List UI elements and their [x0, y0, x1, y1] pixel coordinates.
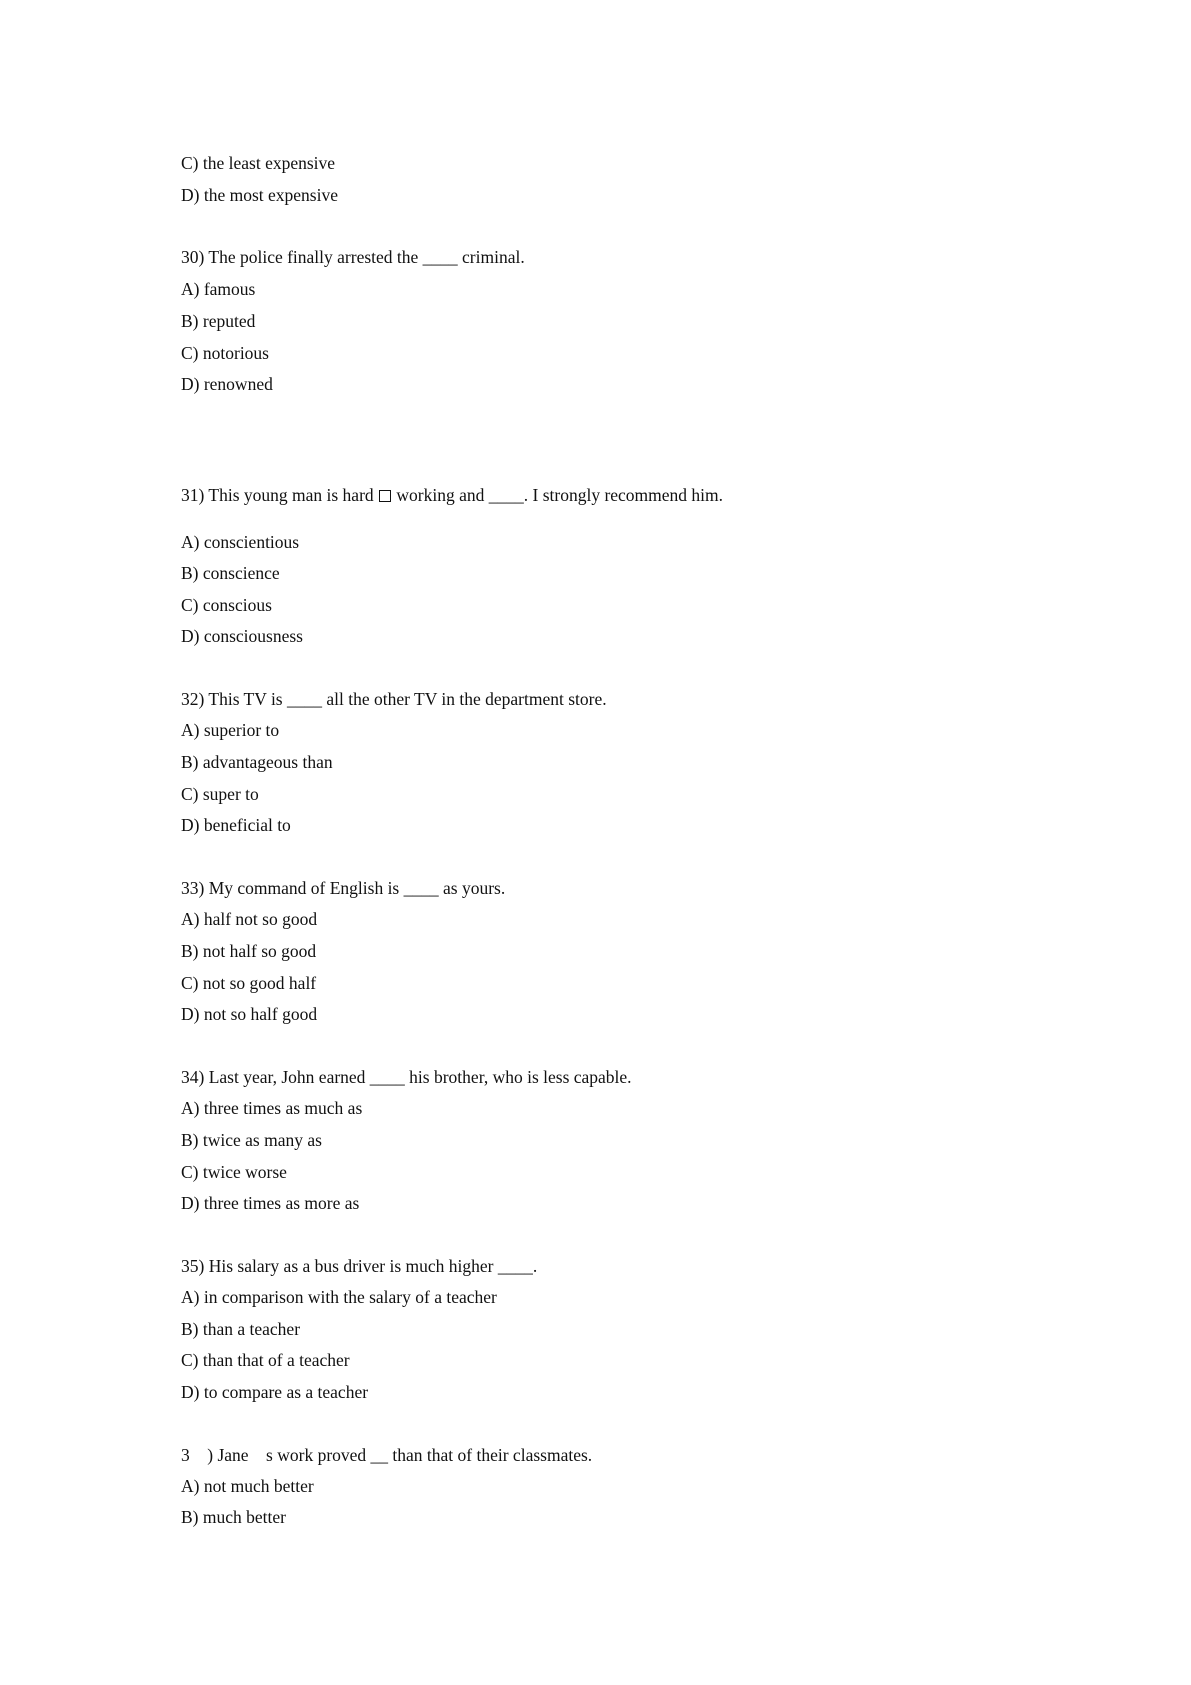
- question-36: 3 ) Jane s work proved __ than that of their classmates.: [181, 1445, 593, 1465]
- question-35: 35) His salary as a bus driver is much higher ____.: [181, 1256, 538, 1276]
- option-line: A) half not so good: [181, 909, 318, 929]
- option-line: C) the least expensive: [181, 153, 336, 173]
- option-line: B) advantageous than: [181, 752, 333, 772]
- option-line: B) reputed: [181, 311, 256, 331]
- question-30: 30) The police finally arrested the ____ criminal.: [181, 247, 525, 267]
- option-line: C) notorious: [181, 343, 269, 363]
- option-line: A) not much better: [181, 1476, 314, 1496]
- option-line: C) not so good half: [181, 973, 317, 993]
- option-line: B) twice as many as: [181, 1130, 322, 1150]
- option-line: A) famous: [181, 279, 256, 299]
- option-line: D) renowned: [181, 374, 273, 394]
- option-line: B) much better: [181, 1507, 286, 1527]
- question-34: 34) Last year, John earned ____ his brother, who is less capable.: [181, 1067, 632, 1087]
- question-31: [181, 484, 723, 506]
- option-line: C) conscious: [181, 595, 272, 615]
- option-line: D) not so half good: [181, 1004, 318, 1024]
- option-line: B) than a teacher: [181, 1319, 301, 1339]
- option-line: D) the most expensive: [181, 185, 338, 205]
- question-31-text-start: 31) This young man is hard: [181, 485, 379, 505]
- option-line: A) superior to: [181, 720, 280, 740]
- option-line: A) conscientious: [181, 532, 300, 552]
- option-line: D) beneficial to: [181, 815, 291, 835]
- question-33: 33) My command of English is ____ as yours.: [181, 878, 506, 898]
- option-line: C) super to: [181, 784, 259, 804]
- option-line: A) three times as much as: [181, 1098, 363, 1118]
- option-line: C) than that of a teacher: [181, 1350, 350, 1370]
- option-line: D) consciousness: [181, 626, 303, 646]
- question-31-text-end: working and ____. I strongly recommend him.: [392, 485, 724, 505]
- option-line: C) twice worse: [181, 1162, 287, 1182]
- option-line: A) in comparison with the salary of a teacher: [181, 1287, 497, 1307]
- option-line: D) three times as more as: [181, 1193, 360, 1213]
- option-line: B) conscience: [181, 563, 280, 583]
- question-32: 32) This TV is ____ all the other TV in the department store.: [181, 689, 607, 709]
- checkbox-icon: [379, 490, 391, 502]
- option-line: B) not half so good: [181, 941, 317, 961]
- option-line: D) to compare as a teacher: [181, 1382, 369, 1402]
